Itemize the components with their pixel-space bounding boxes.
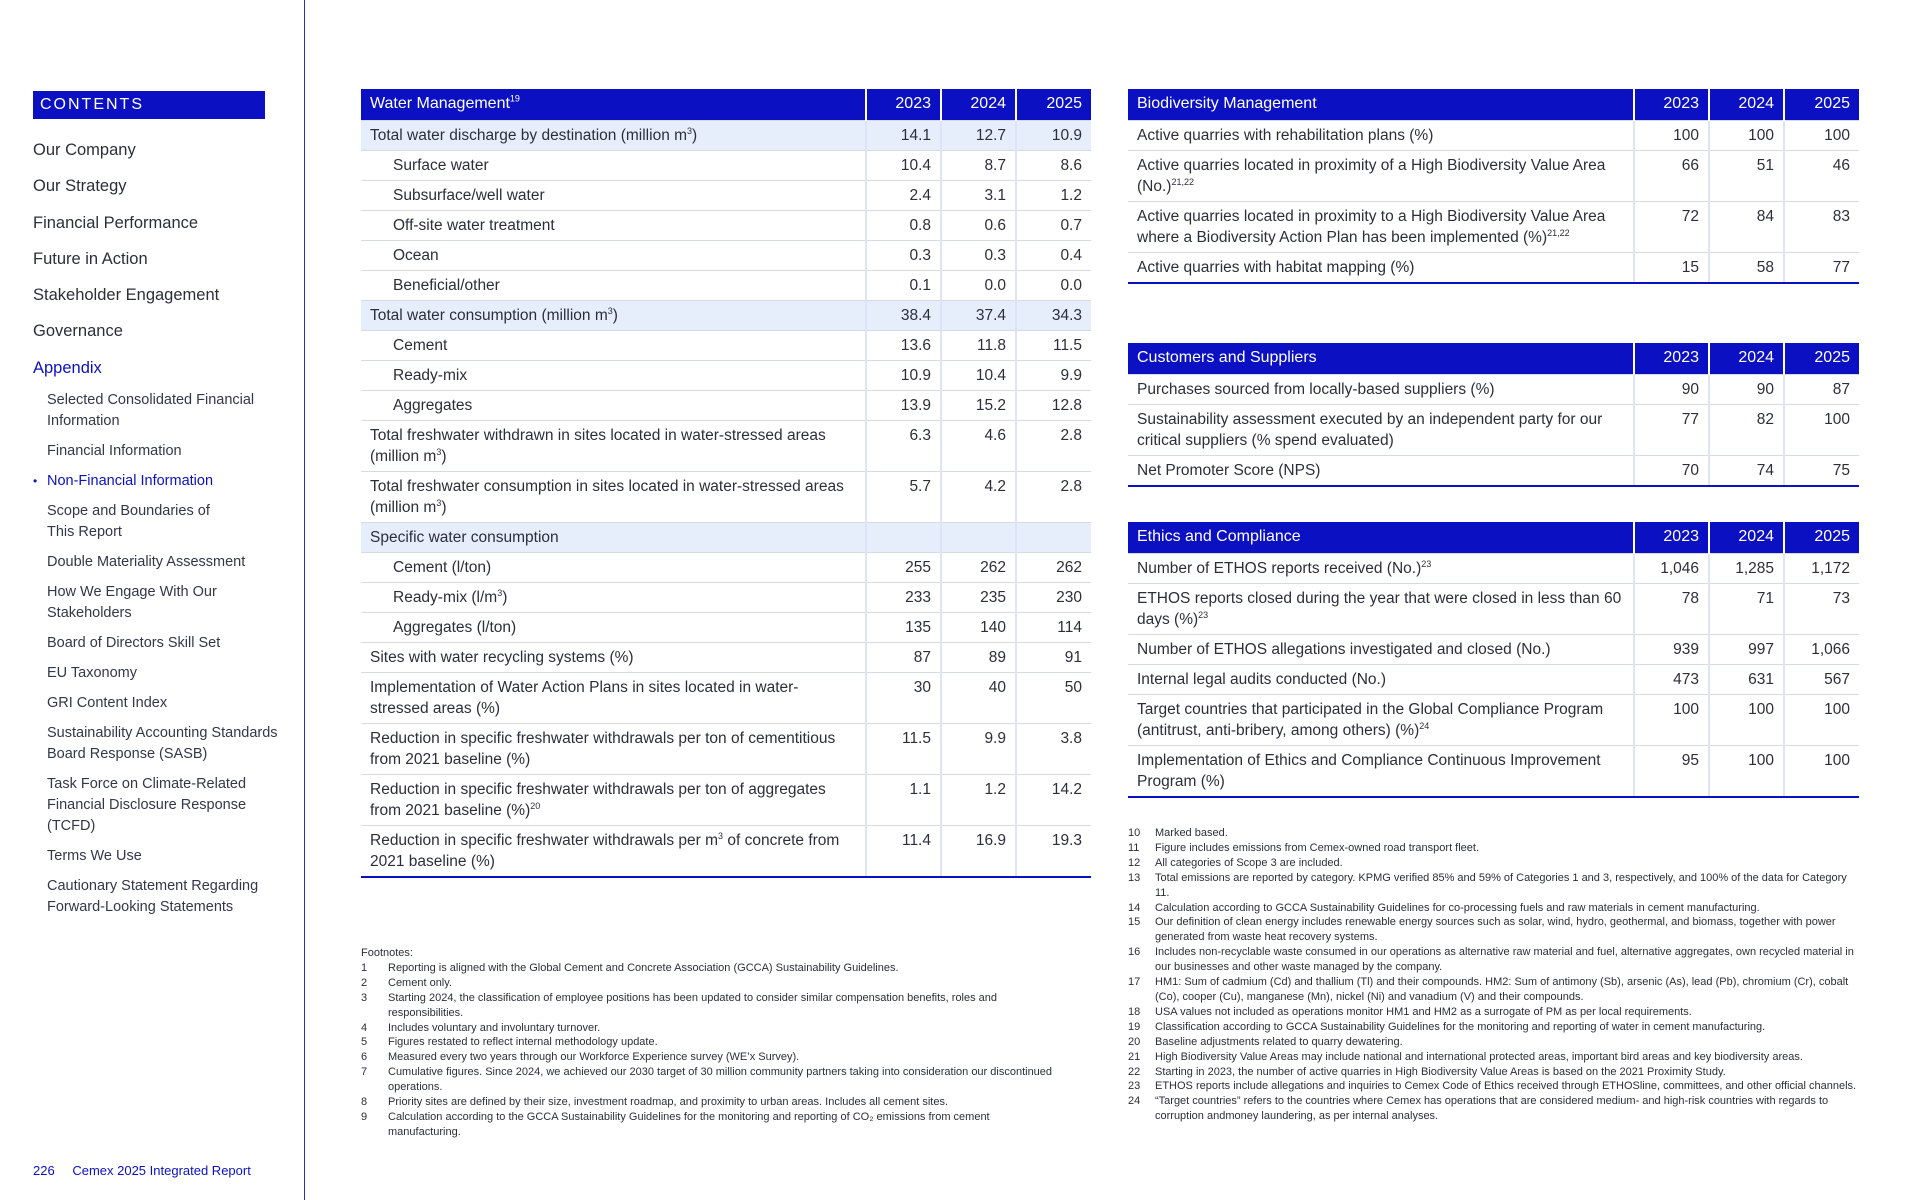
- table-row: [361, 180, 1091, 210]
- value-cell: 0.0: [1016, 270, 1091, 300]
- footnote-text: HM1: Sum of cadmium (Cd) and thallium (Tl) and their compounds. HM2: Sum of antimony (Sb), arsenic (As), lead (Pb), chromium (Cr), cobalt (Co), cooper (Cu), manganese (Mn), nickel (Ni) and vanadium (V) and their compounds.: [1155, 976, 1849, 1003]
- footnote-number: 14: [1128, 901, 1141, 914]
- footnotes-label: Footnotes:: [361, 947, 413, 959]
- value-cell: [866, 522, 941, 552]
- value-cell: 8.7: [941, 150, 1016, 180]
- footnote-number: 11: [1128, 841, 1140, 854]
- value-cell: 66: [1634, 150, 1709, 201]
- value-cell: 34.3: [1016, 300, 1091, 330]
- value-cell: 1.1: [866, 774, 941, 825]
- table-row: [361, 582, 1091, 612]
- footnote-text: Starting 2024, the classification of employee positions has been updated to consider similar compensation benefits, roles and responsibilities.: [388, 991, 998, 1019]
- footnote: [361, 961, 1061, 976]
- table-row: [361, 390, 1091, 420]
- row-label: Cement: [361, 330, 866, 360]
- value-cell: 19.3: [1016, 825, 1091, 877]
- nav-board-skill-set[interactable]: Board of Directors Skill Set: [47, 635, 221, 651]
- nav-cautionary-statement[interactable]: Cautionary Statement Regarding Forward-Looking Statements: [47, 878, 259, 915]
- row-label: Subsurface/well water: [361, 180, 866, 210]
- row-label: Total freshwater consumption in sites located in water-stressed areas (million $m^3$): [361, 471, 866, 522]
- table-title: Customers and Suppliers: [1128, 343, 1634, 374]
- water-management-table: [361, 89, 1091, 878]
- table-row: [1128, 252, 1859, 283]
- footnote-number: 6: [361, 1051, 368, 1064]
- value-cell: 40: [941, 672, 1016, 723]
- year-header: 2023: [866, 89, 941, 120]
- table-row: [1128, 455, 1859, 486]
- row-label: Reduction in specific freshwater withdrawals per ton of aggregates from 2021 baseline (%)$^{20}$: [361, 774, 866, 825]
- table-row: [1128, 694, 1859, 745]
- footnote-text: ETHOS reports include allegations and inquiries to Cemex Code of Ethics received through ETHOSline, committees, and other official channels.: [1155, 1080, 1857, 1093]
- value-cell: 37.4: [941, 300, 1016, 330]
- row-label: Internal legal audits conducted (No.): [1128, 664, 1634, 694]
- value-cell: [941, 522, 1016, 552]
- footnote-text: Figure includes emissions from Cemex-owned road transport fleet.: [1155, 841, 1480, 854]
- value-cell: 230: [1016, 582, 1091, 612]
- value-cell: 262: [941, 552, 1016, 582]
- page-footer: [33, 1163, 265, 1178]
- value-cell: 3.1: [941, 180, 1016, 210]
- value-cell: 2.8: [1016, 420, 1091, 471]
- year-header: 2025: [1784, 522, 1859, 553]
- row-label: Reduction in specific freshwater withdrawals per ton of cementitious from 2021 baseline (%): [361, 723, 866, 774]
- table-row: [361, 552, 1091, 582]
- footnote: [361, 1065, 1061, 1095]
- footnote-number: 8: [361, 1096, 368, 1109]
- row-label: Reduction in specific freshwater withdrawals per $m^3$ of concrete from 2021 baseline (%): [361, 825, 866, 877]
- value-cell: 114: [1016, 612, 1091, 642]
- value-cell: 100: [1709, 120, 1784, 150]
- value-cell: 71: [1709, 583, 1784, 634]
- value-cell: 100: [1709, 745, 1784, 797]
- value-cell: 100: [1784, 404, 1859, 455]
- year-header: 2024: [1709, 522, 1784, 553]
- footnote-number: 9: [361, 1110, 368, 1123]
- row-label: Number of ETHOS reports received $(No.)^{23}$: [1128, 553, 1634, 583]
- row-label: Net Promoter Score (NPS): [1128, 455, 1634, 486]
- footnote-number: 19: [1128, 1020, 1141, 1033]
- value-cell: 100: [1784, 694, 1859, 745]
- value-cell: 11.4: [866, 825, 941, 877]
- table-row: [361, 642, 1091, 672]
- footnote-number: 18: [1128, 1005, 1141, 1018]
- row-label: Specific water consumption: [361, 522, 866, 552]
- footnote: [1128, 1094, 1863, 1124]
- table-header-row: [1128, 343, 1859, 374]
- table-row: [1128, 150, 1859, 201]
- value-cell: 84: [1709, 201, 1784, 252]
- footnote-text: All categories of Scope 3 are included.: [1155, 856, 1343, 869]
- footnote-number: 15: [1128, 916, 1141, 929]
- table-row: [361, 240, 1091, 270]
- value-cell: 1,046: [1634, 553, 1709, 583]
- footnote-text: Priority sites are defined by their size, investment roadmap, and proximity to urban areas. Includes all cement sites.: [388, 1096, 949, 1109]
- row-label: Implementation of Water Action Plans in sites located in water-stressed areas (%): [361, 672, 866, 723]
- year-header: 2024: [941, 89, 1016, 120]
- table-row: [361, 420, 1091, 471]
- footnote-text: Baseline adjustments related to quarry dewatering.: [1155, 1035, 1403, 1048]
- value-cell: 262: [1016, 552, 1091, 582]
- footnotes-left: [361, 946, 1061, 1140]
- row-label: Total freshwater withdrawn in sites located in water-stressed areas (million $m^3$): [361, 420, 866, 471]
- footnote-number: 2: [361, 976, 368, 989]
- footnote-text: Calculation according to GCCA Sustainability Guidelines for co-processing fuels and raw materials in cement manufacturing.: [1155, 901, 1760, 914]
- nav-stakeholder-engagement[interactable]: Stakeholder Engagement: [33, 286, 220, 305]
- footnote-text: Includes non-recyclable waste consumed in our operations as alternative raw material and fuel, alternative aggregates, own recycled material in our businesses and other waste managed by the company.: [1155, 946, 1854, 974]
- value-cell: 13.6: [866, 330, 941, 360]
- row-label: Active quarries with habitat mapping (%): [1128, 252, 1634, 283]
- table-row: [361, 522, 1091, 552]
- sidebar: [0, 0, 305, 1200]
- table-row: [1128, 201, 1859, 252]
- footnotes-right: [1128, 826, 1863, 1124]
- value-cell: 2.4: [866, 180, 941, 210]
- value-cell: 140: [941, 612, 1016, 642]
- value-cell: 0.3: [941, 240, 1016, 270]
- footnote-number: 13: [1128, 871, 1141, 884]
- ethics-compliance-table: [1128, 522, 1859, 798]
- value-cell: 8.6: [1016, 150, 1091, 180]
- footnote-text: Classification according to GCCA Sustainability Guidelines for the monitoring and reporting of water in cement manufacturing.: [1155, 1020, 1766, 1033]
- value-cell: 50: [1016, 672, 1091, 723]
- table-row: [361, 672, 1091, 723]
- value-cell: 1.2: [1016, 180, 1091, 210]
- value-cell: 75: [1784, 455, 1859, 486]
- footnote-text: Figures restated to reflect internal methodology update.: [388, 1036, 658, 1049]
- row-label: Aggregates: [361, 390, 866, 420]
- value-cell: 6.3: [866, 420, 941, 471]
- value-cell: 233: [866, 582, 941, 612]
- nav-governance[interactable]: Governance: [33, 322, 123, 341]
- footnote: [1128, 1005, 1863, 1020]
- nav-financial-performance[interactable]: Financial Performance: [33, 213, 199, 232]
- table-header-row: [1128, 522, 1859, 553]
- year-header: 2023: [1634, 522, 1709, 553]
- table-row: [361, 774, 1091, 825]
- value-cell: 1,066: [1784, 634, 1859, 664]
- nav-how-we-engage[interactable]: How We Engage With Our Stakeholders: [47, 584, 217, 621]
- table-row: [1128, 404, 1859, 455]
- footnote-number: 4: [361, 1021, 368, 1034]
- value-cell: 255: [866, 552, 941, 582]
- footnote-number: 24: [1128, 1095, 1141, 1108]
- value-cell: 10.4: [941, 360, 1016, 390]
- footnote: [1128, 826, 1863, 841]
- value-cell: 235: [941, 582, 1016, 612]
- year-header: 2025: [1016, 89, 1091, 120]
- nav-eu-taxonomy[interactable]: EU Taxonomy: [47, 665, 137, 681]
- contents-header[interactable]: CONTENTS: [33, 91, 265, 119]
- row-label: Aggregates (l/ton): [361, 612, 866, 642]
- customers-suppliers-table: [1128, 343, 1859, 487]
- value-cell: 939: [1634, 634, 1709, 664]
- footnote-text: “Target countries” refers to the countries where Cemex has operations that are considered medium- and high-risk countries with regards to corruption andmoney laundering, as per internal analyses.: [1155, 1095, 1829, 1123]
- report-title: Cemex 2025 Integrated Report: [72, 1163, 251, 1178]
- row-label: Off-site water treatment: [361, 210, 866, 240]
- table-row: [1128, 553, 1859, 583]
- value-cell: 83: [1784, 201, 1859, 252]
- value-cell: 1,172: [1784, 553, 1859, 583]
- value-cell: 10.9: [1016, 120, 1091, 150]
- footnote: [1128, 915, 1863, 945]
- appendix-subnavigation: [33, 390, 293, 927]
- value-cell: 997: [1709, 634, 1784, 664]
- nav-sasb[interactable]: Sustainability Accounting Standards Board Response (SASB): [47, 725, 278, 762]
- footnote-text: USA values not included as operations monitor HM1 and HM2 as a surrogate of PM as per local requirements.: [1155, 1005, 1692, 1018]
- value-cell: 13.9: [866, 390, 941, 420]
- value-cell: 0.8: [866, 210, 941, 240]
- value-cell: 91: [1016, 642, 1091, 672]
- table-title: Water Management$^{19}$: [361, 89, 866, 120]
- value-cell: 46: [1784, 150, 1859, 201]
- value-cell: 100: [1784, 120, 1859, 150]
- value-cell: 73: [1784, 583, 1859, 634]
- value-cell: 100: [1709, 694, 1784, 745]
- value-cell: 10.9: [866, 360, 941, 390]
- table-row: [361, 471, 1091, 522]
- nav-our-strategy[interactable]: Our Strategy: [33, 177, 127, 196]
- footnote: [1128, 975, 1863, 1005]
- table-row: [361, 360, 1091, 390]
- nav-gri-content-index[interactable]: GRI Content Index: [47, 695, 168, 711]
- row-label: Active quarries located in proximity to a High Biodiversity Value Area where a Biodiversity Action Plan has been implemented (%)$^{21,22}$: [1128, 201, 1634, 252]
- row-label: Purchases sourced from locally-based suppliers (%): [1128, 374, 1634, 404]
- value-cell: [1016, 522, 1091, 552]
- main-navigation: [33, 138, 293, 392]
- footnote: [1128, 841, 1863, 856]
- table-header-row: [1128, 89, 1859, 120]
- value-cell: 78: [1634, 583, 1709, 634]
- value-cell: 72: [1634, 201, 1709, 252]
- nav-non-financial-information[interactable]: • Non-Financial Information: [33, 471, 293, 501]
- value-cell: 90: [1634, 374, 1709, 404]
- table-row: [1128, 664, 1859, 694]
- footnote-text: Reporting is aligned with the Global Cement and Concrete Association (GCCA) Sustainability Guidelines.: [388, 961, 899, 974]
- value-cell: 135: [866, 612, 941, 642]
- row-label: Target countries that participated in the Global Compliance Program (antitrust, anti-bribery, among others) (%)$^{24}$: [1128, 694, 1634, 745]
- year-header: 2025: [1784, 343, 1859, 374]
- footnote-number: 23: [1128, 1080, 1141, 1093]
- value-cell: 100: [1634, 694, 1709, 745]
- row-label: Sites with water recycling systems (%): [361, 642, 866, 672]
- value-cell: 4.6: [941, 420, 1016, 471]
- footnote-number: 12: [1128, 856, 1141, 869]
- footnote: [1128, 1050, 1863, 1065]
- table-row: [1128, 120, 1859, 150]
- value-cell: 4.2: [941, 471, 1016, 522]
- value-cell: 9.9: [941, 723, 1016, 774]
- value-cell: 89: [941, 642, 1016, 672]
- value-cell: 82: [1709, 404, 1784, 455]
- table-row: [1128, 583, 1859, 634]
- value-cell: 87: [1784, 374, 1859, 404]
- value-cell: 1.2: [941, 774, 1016, 825]
- value-cell: 38.4: [866, 300, 941, 330]
- footnote: [361, 1035, 1061, 1050]
- footnote-number: 22: [1128, 1065, 1141, 1078]
- value-cell: 90: [1709, 374, 1784, 404]
- table-row: [361, 150, 1091, 180]
- value-cell: 12.7: [941, 120, 1016, 150]
- year-header: 2025: [1784, 89, 1859, 120]
- footnote: [361, 1110, 1061, 1140]
- footnote-number: 5: [361, 1036, 368, 1049]
- row-label: Active quarries located in proximity of a High Biodiversity Value Area $(No.)^{21,22}$: [1128, 150, 1634, 201]
- table-row: [1128, 374, 1859, 404]
- nav-our-company[interactable]: Our Company: [33, 141, 136, 159]
- footnote-text: Calculation according to the GCCA Sustainability Guidelines for the monitoring and reporting of CO₂ emissions from cement manufacturing.: [388, 1110, 990, 1138]
- value-cell: 74: [1709, 455, 1784, 486]
- footnote-text: Our definition of clean energy includes renewable energy sources such as solar, wind, hydro, geothermal, and biomass, together with power generated from waste heat recovery systems.: [1155, 916, 1836, 944]
- value-cell: 77: [1784, 252, 1859, 283]
- row-label: Sustainability assessment executed by an independent party for our critical suppliers (% spend evaluated): [1128, 404, 1634, 455]
- footnote-text: Cement only.: [388, 976, 452, 989]
- value-cell: 16.9: [941, 825, 1016, 877]
- table-row: [361, 270, 1091, 300]
- value-cell: 30: [866, 672, 941, 723]
- table-title: Ethics and Compliance: [1128, 522, 1634, 553]
- value-cell: 0.0: [941, 270, 1016, 300]
- footnote-text: Includes voluntary and involuntary turnover.: [388, 1021, 601, 1034]
- value-cell: 3.8: [1016, 723, 1091, 774]
- table-row: [1128, 634, 1859, 664]
- value-cell: 11.5: [1016, 330, 1091, 360]
- table-row: [361, 723, 1091, 774]
- nav-financial-information[interactable]: Financial Information: [47, 443, 182, 459]
- value-cell: 631: [1709, 664, 1784, 694]
- value-cell: 10.4: [866, 150, 941, 180]
- value-cell: 70: [1634, 455, 1709, 486]
- value-cell: 14.1: [866, 120, 941, 150]
- table-header-row: [361, 89, 1091, 120]
- row-label: Total water consumption (million $m^3$): [361, 300, 866, 330]
- value-cell: 5.7: [866, 471, 941, 522]
- year-header: 2023: [1634, 89, 1709, 120]
- footnote-number: 7: [361, 1066, 368, 1079]
- row-label: Implementation of Ethics and Compliance Continuous Improvement Program (%): [1128, 745, 1634, 797]
- footnote-number: 10: [1128, 827, 1141, 839]
- value-cell: 0.3: [866, 240, 941, 270]
- footnote: [1128, 901, 1863, 916]
- row-label: Number of ETHOS allegations investigated and closed (No.): [1128, 634, 1634, 664]
- footnote: [361, 976, 1061, 991]
- year-header: 2024: [1709, 343, 1784, 374]
- year-header: 2024: [1709, 89, 1784, 120]
- footnote: [1128, 945, 1863, 975]
- year-header: 2023: [1634, 343, 1709, 374]
- footnote: [361, 991, 1061, 1021]
- nav-appendix[interactable]: Appendix: [33, 358, 102, 377]
- nav-future-in-action[interactable]: Future in Action: [33, 249, 148, 268]
- table-title: Biodiversity Management: [1128, 89, 1634, 120]
- nav-selected-consolidated-financial-info[interactable]: Selected Consolidated Financial Information: [47, 392, 255, 429]
- table-row: [1128, 745, 1859, 797]
- footnote: [1128, 1079, 1863, 1094]
- value-cell: 14.2: [1016, 774, 1091, 825]
- footnote-text: Cumulative figures. Since 2024, we achieved our 2030 target of 30 million community partners taking into consideration our discontinued operations.: [388, 1066, 1053, 1094]
- footnote: [361, 1095, 1061, 1110]
- nav-double-materiality[interactable]: Double Materiality Assessment: [47, 554, 246, 570]
- table-row: [361, 825, 1091, 877]
- value-cell: 87: [866, 642, 941, 672]
- footnote: [1128, 856, 1863, 871]
- value-cell: 11.8: [941, 330, 1016, 360]
- value-cell: 15: [1634, 252, 1709, 283]
- value-cell: 11.5: [866, 723, 941, 774]
- biodiversity-management-table: [1128, 89, 1859, 284]
- row-label: Ready-mix: [361, 360, 866, 390]
- table-row: [361, 210, 1091, 240]
- footnote: [1128, 1065, 1863, 1080]
- footnote: [1128, 871, 1863, 901]
- value-cell: 51: [1709, 150, 1784, 201]
- footnote-text: Marked based.: [1155, 827, 1228, 839]
- footnote-text: High Biodiversity Value Areas may include national and international protected areas, important bird areas and key biodiversity areas.: [1155, 1050, 1803, 1063]
- footnote-text: Measured every two years through our Workforce Experience survey (WE’x Survey).: [388, 1051, 800, 1064]
- footnote-number: 17: [1128, 976, 1141, 989]
- value-cell: 0.1: [866, 270, 941, 300]
- row-label: Ocean: [361, 240, 866, 270]
- table-row: [361, 330, 1091, 360]
- table-row: [361, 612, 1091, 642]
- value-cell: 0.4: [1016, 240, 1091, 270]
- footnote: [361, 1050, 1061, 1065]
- table-row: [361, 120, 1091, 150]
- value-cell: 12.8: [1016, 390, 1091, 420]
- footnote: [1128, 1020, 1863, 1035]
- footnote-text: Total emissions are reported by category. KPMG verified 85% and 59% of Categories 1 and 3, respectively, and 100% of the data for Category 11.: [1155, 871, 1847, 899]
- row-label: Total water discharge by destination (million $m^3$): [361, 120, 866, 150]
- page-number: 226: [33, 1163, 55, 1178]
- value-cell: 0.7: [1016, 210, 1091, 240]
- nav-scope-and-boundaries[interactable]: Scope and Boundaries of This Report: [47, 503, 210, 540]
- footnote-number: 16: [1128, 946, 1141, 959]
- value-cell: 77: [1634, 404, 1709, 455]
- value-cell: 567: [1784, 664, 1859, 694]
- footnote-number: 21: [1128, 1050, 1141, 1063]
- value-cell: 0.6: [941, 210, 1016, 240]
- row-label: Beneficial/other: [361, 270, 866, 300]
- value-cell: 15.2: [941, 390, 1016, 420]
- footnote-number: 3: [361, 991, 368, 1004]
- row-label: Ready-mix $(l/m^3)$: [361, 582, 866, 612]
- value-cell: 9.9: [1016, 360, 1091, 390]
- value-cell: 58: [1709, 252, 1784, 283]
- footnote: [1128, 1035, 1863, 1050]
- value-cell: 2.8: [1016, 471, 1091, 522]
- row-label: Cement (l/ton): [361, 552, 866, 582]
- footnote-number: 20: [1128, 1035, 1141, 1048]
- row-label: Active quarries with rehabilitation plans (%): [1128, 120, 1634, 150]
- row-label: ETHOS reports closed during the year that were closed in less than 60 days (%)$^{23}$: [1128, 583, 1634, 634]
- footnote-text: Starting in 2023, the number of active quarries in High Biodiversity Value Areas is based on the 2021 Proximity Study.: [1155, 1065, 1726, 1078]
- nav-terms-we-use[interactable]: Terms We Use: [47, 848, 142, 864]
- nav-tcfd[interactable]: Task Force on Climate-Related Financial Disclosure Response (TCFD): [47, 776, 247, 834]
- row-label: Surface water: [361, 150, 866, 180]
- table-row: [361, 300, 1091, 330]
- value-cell: 1,285: [1709, 553, 1784, 583]
- value-cell: 95: [1634, 745, 1709, 797]
- footnote-number: 1: [361, 961, 368, 974]
- value-cell: 473: [1634, 664, 1709, 694]
- value-cell: 100: [1784, 745, 1859, 797]
- value-cell: 100: [1634, 120, 1709, 150]
- footnote: [361, 1021, 1061, 1036]
